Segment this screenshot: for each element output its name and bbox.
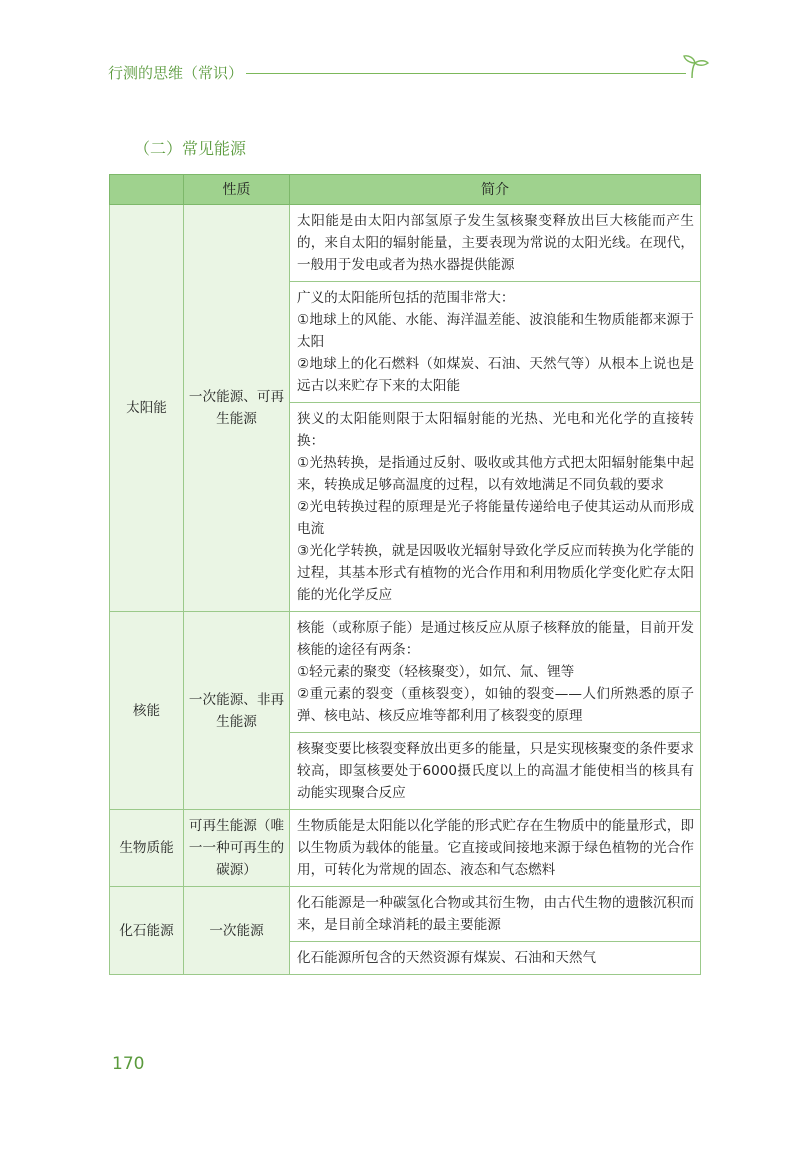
energy-description-cell xyxy=(290,403,701,612)
page-number: 170 xyxy=(112,1054,145,1074)
table-row xyxy=(110,810,701,887)
header-cell-description: 简介 xyxy=(290,175,701,205)
description-line: 广义的太阳能所包括的范围非常大： xyxy=(297,290,515,306)
table-row xyxy=(110,887,701,942)
description-line: ①光热转换，是指通过反射、吸收或其他方式把太阳辐射能集中起来，转换成足够高温度的过程，以有效地满足不同负载的要求 xyxy=(297,455,694,493)
energy-description-cell xyxy=(290,942,701,975)
description-line: ①轻元素的聚变（轻核聚变），如氘、氚、锂等 xyxy=(297,664,575,680)
description-line: ③光化学转换，就是因吸收光辐射导致化学反应而转换为化学能的过程，其基本形式有植物的光合作用和利用物质化学变化贮存太阳能的光化学反应 xyxy=(297,543,694,603)
header-rule xyxy=(246,73,686,74)
energy-property-cell: 一次能源、可再生能源 xyxy=(184,205,290,612)
description-line: 核聚变要比核裂变释放出更多的能量，只是实现核聚变的条件要求较高，即氢核要处于6000摄氏度以上的高温才能使相当的核具有动能实现聚合反应 xyxy=(297,741,694,801)
energy-description-cell xyxy=(290,733,701,810)
description-line: 化石能源是一种碳氢化合物或其衍生物，由古代生物的遗骸沉积而来，是目前全球消耗的最主要能源 xyxy=(297,895,694,933)
energy-property-cell: 一次能源 xyxy=(184,887,290,975)
energy-name-cell: 核能 xyxy=(110,612,184,810)
energy-description-cell xyxy=(290,887,701,942)
energy-description-cell xyxy=(290,282,701,403)
energy-name-cell: 太阳能 xyxy=(110,205,184,612)
table-header-row xyxy=(110,175,701,205)
description-line: ②地球上的化石燃料（如煤炭、石油、天然气等）从根本上说也是远古以来贮存下来的太阳能 xyxy=(297,356,694,394)
description-line: 狭义的太阳能则限于太阳辐射能的光热、光电和光化学的直接转换： xyxy=(297,411,694,449)
description-line: ①地球上的风能、水能、海洋温差能、波浪能和生物质能都来源于太阳 xyxy=(297,312,694,350)
running-header xyxy=(108,58,708,88)
table-body xyxy=(110,205,701,975)
energy-description-cell xyxy=(290,205,701,282)
description-line: ②重元素的裂变（重核裂变），如铀的裂变——人们所熟悉的原子弹、核电站、核反应堆等都利用了核裂变的原理 xyxy=(297,686,694,724)
energy-name-cell: 生物质能 xyxy=(110,810,184,887)
energy-description-cell xyxy=(290,612,701,733)
energy-property-cell: 一次能源、非再生能源 xyxy=(184,612,290,810)
running-header-title: 行测的思维（常识） xyxy=(108,64,244,82)
description-line: 生物质能是太阳能以化学能的形式贮存在生物质中的能量形式，即以生物质为载体的能量。它直接或间接地来源于绿色植物的光合作用，可转化为常规的固态、液态和气态燃料 xyxy=(297,818,694,878)
energy-table xyxy=(109,174,701,975)
description-line: ②光电转换过程的原理是光子将能量传递给电子使其运动从而形成电流 xyxy=(297,499,694,537)
energy-property-cell: 可再生能源（唯一一种可再生的碳源） xyxy=(184,810,290,887)
table-row xyxy=(110,205,701,282)
sprout-icon xyxy=(680,54,710,80)
description-line: 核能（或称原子能）是通过核反应从原子核释放的能量，目前开发核能的途径有两条： xyxy=(297,620,694,658)
table-row xyxy=(110,612,701,733)
section-title: （二）常见能源 xyxy=(134,139,247,158)
description-line: 化石能源所包含的天然资源有煤炭、石油和天然气 xyxy=(297,950,597,966)
header-cell-property: 性质 xyxy=(184,175,290,205)
energy-description-cell xyxy=(290,810,701,887)
energy-name-cell: 化石能源 xyxy=(110,887,184,975)
header-cell-name xyxy=(110,175,184,205)
description-line: 太阳能是由太阳内部氢原子发生氢核聚变释放出巨大核能而产生的，来自太阳的辐射能量，主要表现为常说的太阳光线。在现代，一般用于发电或者为热水器提供能源 xyxy=(297,213,694,273)
